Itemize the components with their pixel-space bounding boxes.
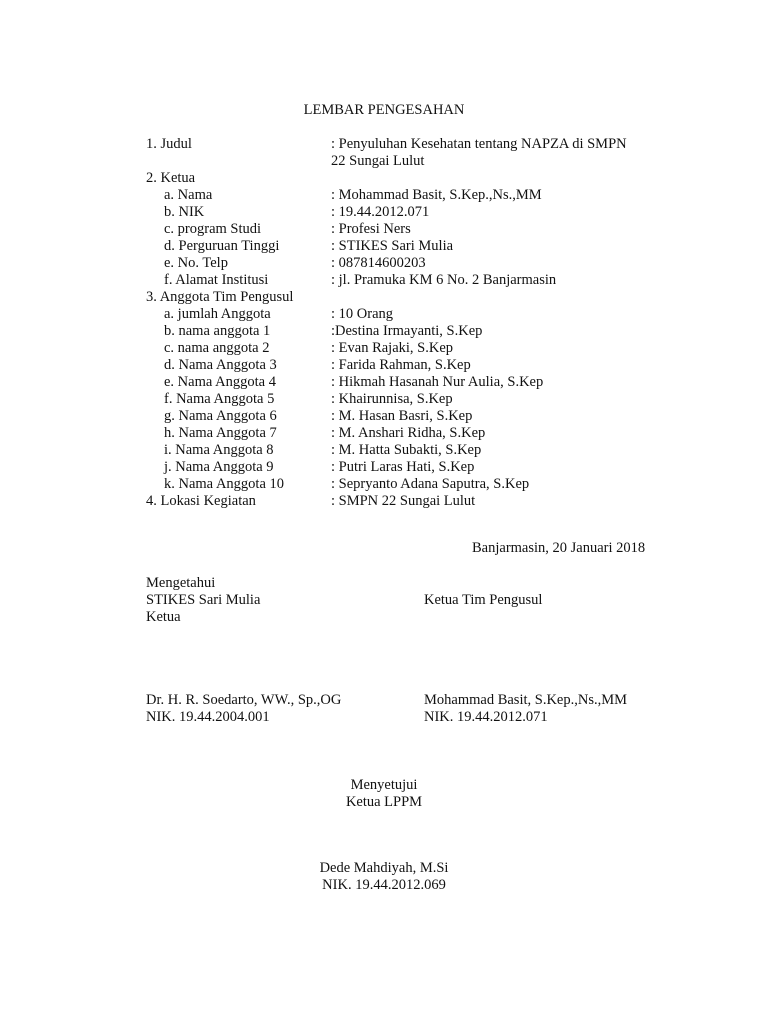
field-value: : M. Anshari Ridha, S.Kep bbox=[331, 425, 486, 441]
field-row-anggota-6 bbox=[0, 408, 768, 425]
field-row-perguruan-tinggi bbox=[0, 238, 768, 255]
field-row-anggota-5 bbox=[0, 391, 768, 408]
field-value: : Putri Laras Hati, S.Kep bbox=[331, 459, 475, 475]
right-signatory-name: Mohammad Basit, S.Kep.,Ns.,MM bbox=[424, 692, 627, 708]
field-row-anggota-1 bbox=[0, 323, 768, 340]
field-value: : Profesi Ners bbox=[331, 221, 411, 237]
field-label: e. Nama Anggota 4 bbox=[164, 374, 276, 390]
field-value: 22 Sungai Lulut bbox=[331, 153, 425, 169]
field-label: 2. Ketua bbox=[146, 170, 196, 186]
place-and-date: Banjarmasin, 20 Januari 2018 bbox=[472, 540, 646, 556]
field-value: : Evan Rajaki, S.Kep bbox=[331, 340, 454, 356]
field-value: : SMPN 22 Sungai Lulut bbox=[331, 493, 476, 509]
field-row-nama bbox=[0, 187, 768, 204]
field-row-anggota-9 bbox=[0, 459, 768, 476]
field-row-judul bbox=[0, 136, 768, 153]
field-value: : M. Hatta Subakti, S.Kep bbox=[331, 442, 482, 458]
field-value: : Penyuluhan Kesehatan tentang NAPZA di SMPN bbox=[331, 136, 627, 152]
field-value: : jl. Pramuka KM 6 No. 2 Banjarmasin bbox=[331, 272, 557, 288]
field-label: c. nama anggota 2 bbox=[164, 340, 270, 356]
field-row-anggota-3 bbox=[0, 357, 768, 374]
right-signatory-role: Ketua Tim Pengusul bbox=[424, 592, 543, 608]
field-row-no-telp bbox=[0, 255, 768, 272]
field-label: a. jumlah Anggota bbox=[164, 306, 271, 322]
field-value: : 19.44.2012.071 bbox=[331, 204, 430, 220]
field-label: d. Perguruan Tinggi bbox=[164, 238, 280, 254]
field-row-anggota-7 bbox=[0, 425, 768, 442]
field-value: : Farida Rahman, S.Kep bbox=[331, 357, 471, 373]
left-signatory-name: Dr. H. R. Soedarto, WW., Sp.,OG bbox=[146, 692, 342, 708]
field-value: :Destina Irmayanti, S.Kep bbox=[331, 323, 483, 339]
field-label: b. nama anggota 1 bbox=[164, 323, 271, 339]
field-label: a. Nama bbox=[164, 187, 213, 203]
field-label: c. program Studi bbox=[164, 221, 262, 237]
field-label: d. Nama Anggota 3 bbox=[164, 357, 277, 373]
field-row-anggota-tim bbox=[0, 289, 768, 306]
field-row-nik bbox=[0, 204, 768, 221]
field-row-alamat-institusi bbox=[0, 272, 768, 289]
field-label: h. Nama Anggota 7 bbox=[164, 425, 277, 441]
approval-title: Ketua LPPM bbox=[345, 794, 423, 810]
field-row-anggota-2 bbox=[0, 340, 768, 357]
field-value: : Hikmah Hasanah Nur Aulia, S.Kep bbox=[331, 374, 544, 390]
field-label: i. Nama Anggota 8 bbox=[164, 442, 274, 458]
left-signatory-heading: Mengetahui bbox=[146, 575, 216, 591]
field-value: : M. Hasan Basri, S.Kep bbox=[331, 408, 473, 424]
approval-nik: NIK. 19.44.2012.069 bbox=[322, 877, 446, 893]
right-signatory-nik: NIK. 19.44.2012.071 bbox=[424, 709, 548, 725]
field-row-ketua bbox=[0, 170, 768, 187]
field-label: e. No. Telp bbox=[164, 255, 228, 271]
document-title: LEMBAR PENGESAHAN bbox=[303, 102, 465, 118]
field-row-lokasi-kegiatan bbox=[0, 493, 768, 510]
field-row-judul-continued bbox=[0, 153, 768, 170]
field-label: k. Nama Anggota 10 bbox=[164, 476, 285, 492]
field-label: 4. Lokasi Kegiatan bbox=[146, 493, 256, 509]
field-value: : 087814600203 bbox=[331, 255, 426, 271]
approval-heading: Menyetujui bbox=[350, 777, 418, 793]
field-row-jumlah-anggota bbox=[0, 306, 768, 323]
field-value: : Khairunnisa, S.Kep bbox=[331, 391, 453, 407]
left-signatory-institution: STIKES Sari Mulia bbox=[146, 592, 261, 608]
field-label: j. Nama Anggota 9 bbox=[164, 459, 274, 475]
field-label: 1. Judul bbox=[146, 136, 192, 152]
field-row-program-studi bbox=[0, 221, 768, 238]
field-value: : 10 Orang bbox=[331, 306, 394, 322]
left-signatory-nik: NIK. 19.44.2004.001 bbox=[146, 709, 270, 725]
field-value: : Sepryanto Adana Saputra, S.Kep bbox=[331, 476, 530, 492]
field-row-anggota-4 bbox=[0, 374, 768, 391]
field-label: f. Nama Anggota 5 bbox=[164, 391, 275, 407]
field-label: b. NIK bbox=[164, 204, 205, 220]
field-label: f. Alamat Institusi bbox=[164, 272, 269, 288]
field-value: : Mohammad Basit, S.Kep.,Ns.,MM bbox=[331, 187, 542, 203]
field-label: 3. Anggota Tim Pengusul bbox=[146, 289, 294, 305]
approval-name: Dede Mahdiyah, M.Si bbox=[319, 860, 449, 876]
left-signatory-title: Ketua bbox=[146, 609, 181, 625]
field-label: g. Nama Anggota 6 bbox=[164, 408, 277, 424]
field-row-anggota-8 bbox=[0, 442, 768, 459]
field-row-anggota-10 bbox=[0, 476, 768, 493]
field-value: : STIKES Sari Mulia bbox=[331, 238, 454, 254]
